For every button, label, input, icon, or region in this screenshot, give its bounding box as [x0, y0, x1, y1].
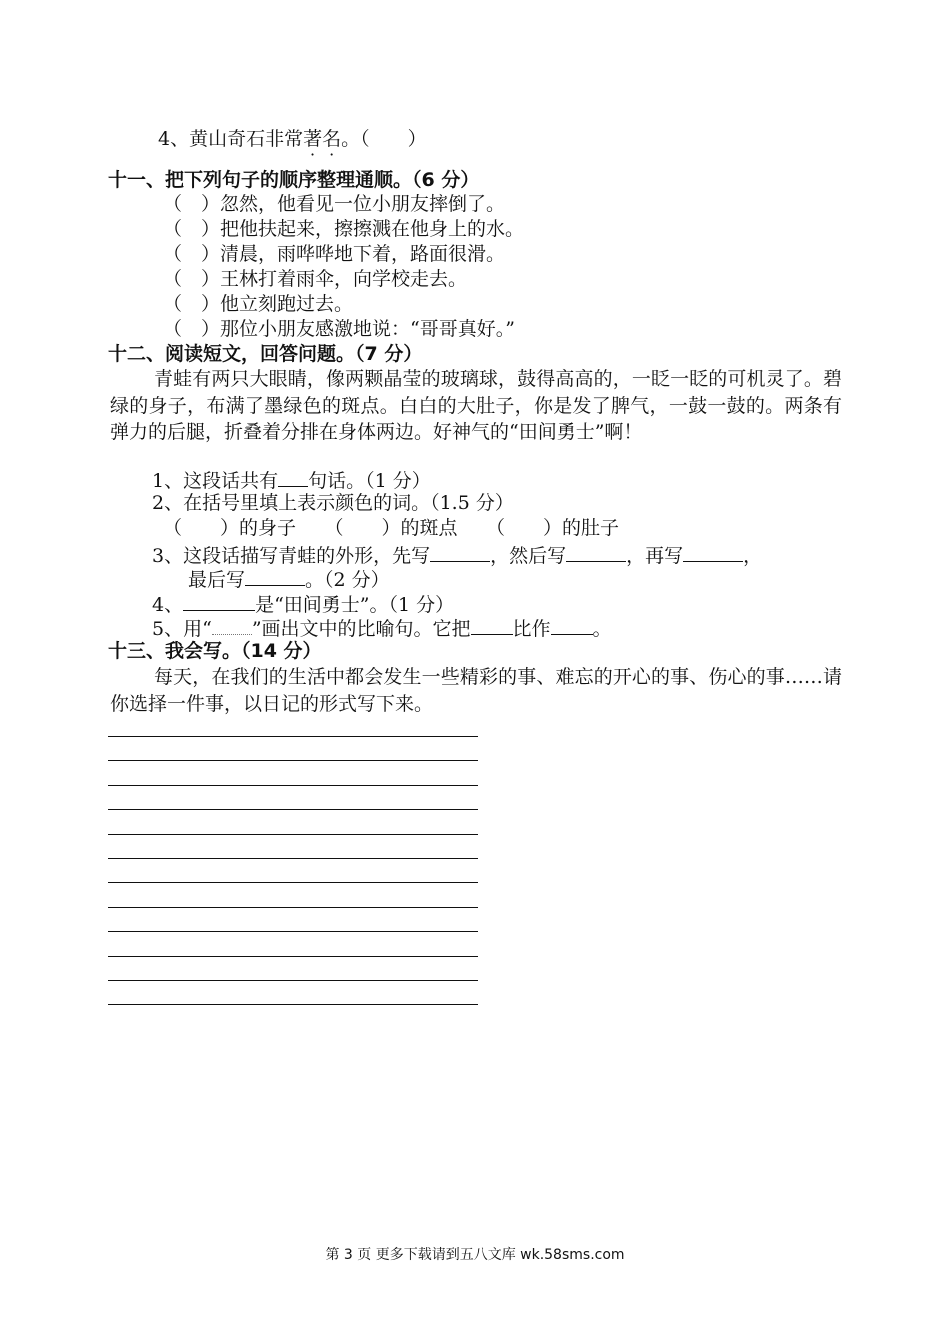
writing-line[interactable] — [108, 882, 478, 883]
section-13-title: 十三、我会写。（14 分） — [108, 640, 322, 662]
q5-text: 5、用“ — [152, 618, 212, 640]
q3-text: ， — [743, 545, 763, 567]
q3-text-end: 。（2 分） — [305, 569, 390, 591]
answer-blank[interactable] — [471, 615, 513, 635]
q3-text: 最后写 — [188, 569, 246, 591]
writing-line[interactable] — [108, 858, 478, 859]
section-12-title: 十二、阅读短文，回答问题。（7 分） — [108, 343, 423, 365]
emphasis-char-1: 著 — [303, 128, 323, 150]
answer-blank[interactable] — [566, 542, 626, 562]
writing-line[interactable] — [108, 736, 478, 737]
sentence-item: （ ）他立刻跑过去。 — [163, 293, 354, 315]
q1-text-end: 句话。（1 分） — [308, 470, 431, 492]
question-5 — [152, 615, 612, 641]
writing-line[interactable] — [108, 980, 478, 981]
answer-blank[interactable] — [551, 615, 593, 635]
writing-line[interactable] — [108, 809, 478, 810]
emphasis-char-2: 名 — [322, 128, 342, 150]
answer-blank[interactable] — [278, 467, 308, 487]
q3-text: ，然后写 — [490, 545, 567, 567]
writing-prompt: 每天，在我们的生活中都会发生一些精彩的事、难忘的开心的事、伤心的事……请你选择一件事，以日记的形式写下来。 — [110, 666, 842, 715]
question-2: 2、在括号里填上表示颜色的词。（1.5 分） — [152, 492, 514, 514]
page-footer: 第 3 页 更多下载请到五八文库 wk.58sms.com — [325, 1247, 625, 1263]
color-fill-blanks: （ ）的身子 （ ）的斑点 （ ）的肚子 — [163, 517, 620, 539]
sentence-item: （ ）清晨，雨哗哗地下着，路面很滑。 — [163, 243, 506, 265]
q1-text: 1、这段话共有 — [152, 470, 279, 492]
sentence-item: （ ）忽然，他看见一位小朋友摔倒了。 — [163, 193, 506, 215]
writing-line[interactable] — [108, 834, 478, 835]
q5-text: 比作 — [512, 618, 551, 640]
answer-blank[interactable] — [683, 542, 743, 562]
q5-text-end: 。 — [592, 618, 612, 640]
q4-text: 4、黄山奇石非常 — [158, 128, 304, 150]
question-4 — [152, 591, 454, 617]
writing-line[interactable] — [108, 931, 478, 932]
q4-answer-bracket: 。（ ） — [341, 128, 427, 150]
writing-line[interactable] — [108, 785, 478, 786]
reading-passage: 青蛙有两只大眼睛，像两颗晶莹的玻璃球，鼓得高高的，一眨一眨的可机灵了。碧绿的身子，布满了墨绿色的斑点。白白的大肚子，你是发了脾气，一鼓一鼓的。两条有弹力的后腿，折叠着分排在身体两边。好神气的“田间勇士”啊！ — [110, 368, 842, 443]
section-11-title: 十一、把下列句子的顺序整理通顺。（6 分） — [108, 169, 480, 191]
q4-item — [158, 127, 427, 151]
sentence-item: （ ）把他扶起来，擦擦溅在他身上的水。 — [163, 218, 525, 240]
q5-text: ”画出文中的比喻句。它把 — [251, 618, 471, 640]
question-1 — [152, 467, 431, 493]
answer-blank[interactable] — [245, 566, 305, 586]
q4-num: 4、 — [152, 594, 184, 616]
sentence-item: （ ）那位小朋友感激地说：“哥哥真好。” — [163, 318, 515, 340]
writing-line[interactable] — [108, 907, 478, 908]
writing-line[interactable] — [108, 956, 478, 957]
question-3 — [152, 542, 762, 568]
writing-line[interactable] — [108, 1004, 478, 1005]
q4-text: 是“田间勇士”。（1 分） — [255, 594, 455, 616]
q3-text: ，再写 — [626, 545, 684, 567]
question-3-cont — [188, 566, 390, 592]
answer-blank[interactable] — [430, 542, 490, 562]
writing-line[interactable] — [108, 760, 478, 761]
q3-text: 3、这段话描写青蛙的外形，先写 — [152, 545, 431, 567]
sentence-item: （ ）王林打着雨伞，向学校走去。 — [163, 268, 468, 290]
answer-blank[interactable] — [183, 591, 255, 611]
wavy-line-icon — [212, 620, 252, 635]
